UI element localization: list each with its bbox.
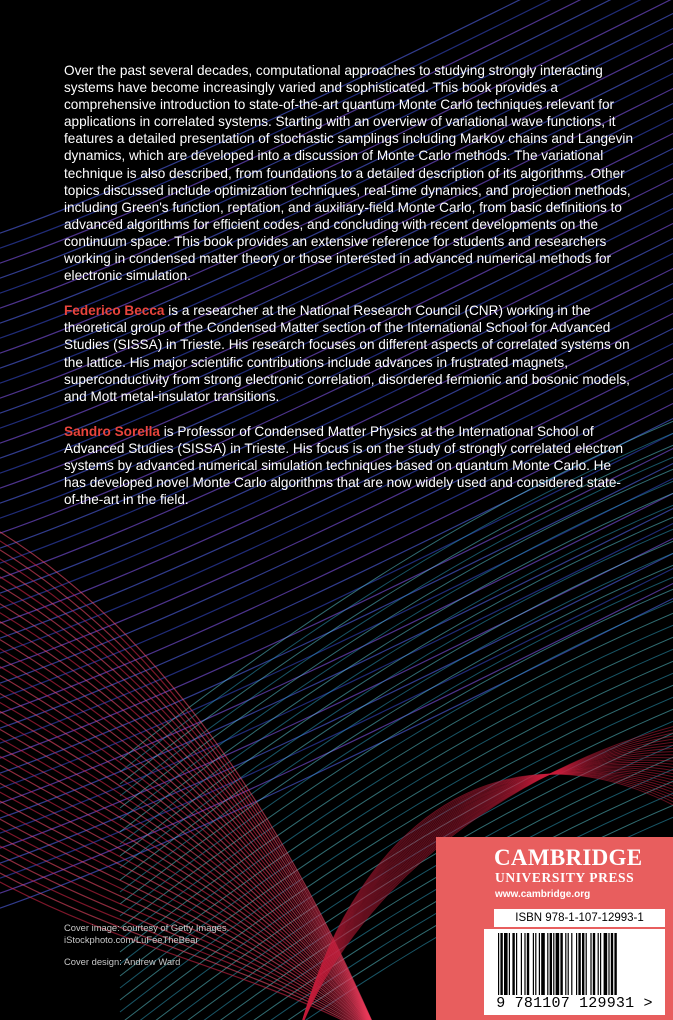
cover-image-credit: Cover image: courtesy of Getty Images. [64,922,230,933]
barcode-bar [604,933,608,995]
barcode-bar [504,933,508,995]
barcode-bar [521,933,522,995]
barcode-bar [516,933,517,995]
isbn-label: ISBN 978-1-107-12993-1 [494,909,665,927]
author-bio-becca [64,302,636,405]
back-cover-text [64,62,636,526]
barcode-bar [550,933,552,995]
barcode-bar [576,933,577,995]
barcode-bar [547,933,548,995]
publisher-panel [436,837,673,1020]
barcode-bar [553,933,554,995]
author-name-becca: Federico Becca [64,303,165,319]
barcode-bar [608,933,609,995]
light-streak [120,506,673,856]
barcode-bar [571,933,572,995]
publisher-subname: UNIVERSITY PRESS [495,870,635,885]
barcode-bar [568,933,569,995]
barcode-bar [541,933,545,995]
light-streak [120,494,673,844]
barcode-bar [600,933,601,995]
barcode-bar [614,933,616,995]
barcode-bar [565,933,566,995]
barcode [484,929,665,1015]
barcode-bar [560,933,562,995]
barcode-digits: 9 781107 129931 > [484,995,665,1013]
barcode-bar [527,933,529,995]
barcode-bar [539,933,540,995]
barcode-bar [498,933,499,995]
cover-image-source: iStockphoto.com/LuFeeTheBear [64,933,199,945]
author-bio-sorella [64,423,636,508]
barcode-bar [578,933,580,995]
barcode-bar [611,933,613,995]
author-bio-text-sorella: is Professor of Condensed Matter Physics at the International School of Advanced Studies (SISSA) in Trieste. His focus is on the study of strongly correlated electron systems by advanced numerical simulation techniques based on quantum Monte Carlo. He has developed novel Monte Carlo algorithms that are now widely used and considered state-of-the-art in the field. [64,423,624,508]
cover-design-credit: Cover design: Andrew Ward [64,956,181,967]
barcode-bar [586,933,587,995]
author-name-sorella: Sandro Sorella [64,423,160,439]
barcode-bar [593,933,595,995]
barcode-bar [556,933,560,995]
barcode-bar [509,933,510,995]
book-description: Over the past several decades, computational approaches to studying strongly interacting systems have become increasingly varied and sophisticated. This book provides a comprehensive introduction to state-of-the-art quantum Monte Carlo techniques relevant for applications in correlated systems. Starting with an overview of variational wave functions, it features a detailed presentation of stochastic samplings including Markov chains and Langevin dynamics, which are developed into a discussion of Monte Carlo methods. The variational technique is also described, from foundations to a detailed description of its algorithms. Other topics discussed include optimization techniques, real-time dynamics, and projection methods, including Green's function, reptation, and auxiliary-field Monte Carlo, from basic definitions to advanced algorithms for efficient codes, and concluding with recent developments on the continuum space. This book provides an extensive reference for students and researchers working in condensed matter theory or those interested in advanced numerical methods for electronic simulation. [64,63,634,284]
barcode-bar [598,933,599,995]
publisher-url: www.cambridge.org [495,889,591,900]
barcode-bar [512,933,514,995]
publisher-name: CAMBRIDGE [494,845,643,870]
barcode-bar [582,933,584,995]
author-bio-text-becca: is a researcher at the National Research Council (CNR) working in the theoretical group of the Condensed Matter section of the International School for Advanced Studies (SISSA) in Trieste. His research focuses on different aspects of correlated systems on the lattice. His major scientific contributions include advances in frustrated magnets, superconductivity from strong electronic correlation, disordered fermionic and bosonic models, and Mott metal-insulator transitions. [64,303,630,404]
barcode-bar [524,933,525,995]
cover-credits [64,922,229,968]
barcode-bar [500,933,502,995]
barcode-bar [535,933,536,995]
barcode-bar [533,933,534,995]
barcode-bar [590,933,591,995]
